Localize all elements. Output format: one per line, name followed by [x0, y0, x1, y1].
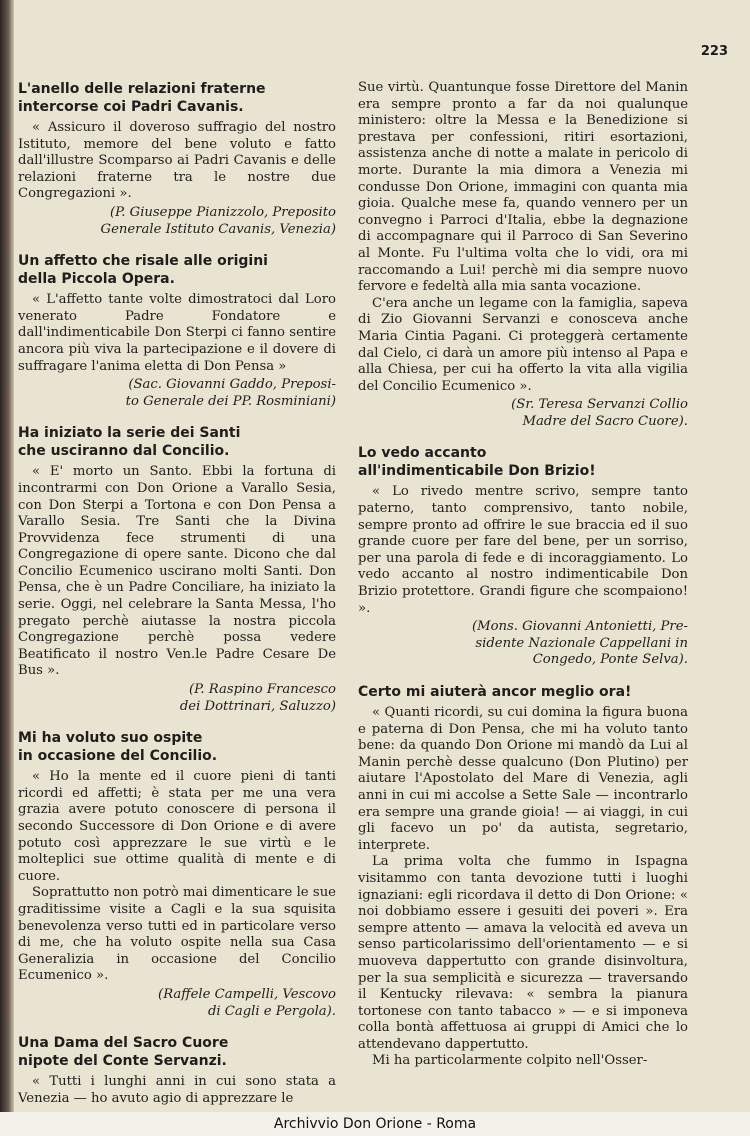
signature-line: to Generale dei PP. Rosminiani) [125, 393, 336, 409]
heading-line: della Piccola Opera. [18, 271, 175, 288]
heading-line: Ha iniziato la serie dei Santi [18, 425, 241, 442]
section-heading [358, 683, 688, 701]
heading-line: in occasione del Concilio. [18, 748, 218, 765]
article-section [358, 444, 688, 669]
heading-line: nipote del Conte Servanzi. [18, 1053, 227, 1070]
book-binding-shadow [0, 0, 14, 1136]
section-heading [18, 252, 336, 288]
heading-line: Certo mi aiuterà ancor meglio ora! [358, 684, 632, 700]
signature-line: di Cagli e Pergola). [207, 1003, 336, 1019]
article-section [18, 729, 336, 1020]
body-paragraph: C'era anche un legame con la famiglia, sapeva di Zio Giovanni Servanzi e conosceva anche Maria Cintia Pagani. Ci proteggerà certamente dal Cielo, ci darà un amore più intenso al Papa e alla Chiesa, per cui ha offerto la vita alla vigilia del Concilio Ecumenico ». [358, 295, 688, 394]
signature-line: Madre del Sacro Cuore). [522, 413, 688, 429]
heading-line: che usciranno dal Concilio. [18, 443, 230, 460]
body-paragraph: « E' morto un Santo. Ebbi la fortuna di incontrarmi con Don Orione a Varallo Sesia, con Don Sterpi a Tortona e con Don Pensa a Varallo Sesia. Tre Santi che la Divina Provvidenza fece strumenti di una Congregazione di opere sante. Dicono che dal Concilio Ecumenico uscirano molti Santi. Don Pensa, che è un Padre Conciliare, ha iniziato la serie. Oggi, nel celebrare la Santa Messa, l'ho pregato perchè aiutasse la nostra piccola Congregazione perchè possa vedere Beatificato il nostro Ven.le Padre Cesare De Bus ». [18, 464, 336, 679]
body-paragraph: « Assicuro il doveroso suffragio del nostro Istituto, memore del bene voluto e fatto dall'illustre Scomparso ai Padri Cavanis e delle relazioni fraterne tra le nostre due Congregazioni ». [18, 120, 336, 202]
body-paragraph: Soprattutto non potrò mai dimenticare le sue graditissime visite a Cagli e la sua squisita benevolenza verso tutti ed in particolare verso di me, che ha voluto ospite nella sua Casa Generalizia in occasione del Concilio Ecumenico ». [18, 885, 336, 984]
signature-line: (Mons. Giovanni Antonietti, Pre- [471, 619, 688, 635]
article-section [18, 252, 336, 410]
signature-line: (P. Giuseppe Pianizzolo, Preposito [109, 204, 336, 220]
article-section [18, 80, 336, 238]
signature [358, 619, 688, 669]
heading-line: Mi ha voluto suo ospite [18, 730, 203, 747]
body-paragraph: « Lo rivedo mentre scrivo, sempre tanto paterno, tanto comprensivo, tanto nobile, sempre pronto ad offrire le sue braccia ed il suo grande cuore per fare del bene, per un sorriso, per una parola di fede e di incoraggiamento. Lo vedo accanto al nostro indimenticabile Don Brizio protettore. Grandi figure che scompaiono! ». [358, 484, 688, 616]
signature-line: Generale Istituto Cavanis, Venezia) [100, 221, 336, 237]
body-paragraph: Sue virtù. Quantunque fosse Direttore del Manin era sempre pronto a far da noi qualunque ministero: oltre la Messa e la Benedizione si prestava per confessioni, ritiri esortazioni, assistenza anche di notte a malate in pericolo di morte. Durante la mia dimora a Venezia mi condusse Don Orione, immagini con quanta mia gioia. Qualche mese fa, quando vennero per un convegno i Parroci d'Italia, ebbe la degnazione di accompagnare qui il Parroco di San Severino al Monte. Fu l'ultima volta che lo vidi, ora mi raccomando a Lui! perchè mi dia sempre nuovo fervore e fedeltà alla mia santa vocazione. [358, 80, 688, 295]
section-heading [18, 1034, 336, 1070]
article-section [18, 1034, 336, 1107]
heading-line: L'anello delle relazioni fraterne [18, 81, 266, 97]
signature-line: (P. Raspino Francesco [189, 682, 336, 698]
signature-line: (Sac. Giovanni Gaddo, Preposi- [128, 377, 336, 393]
signature [18, 987, 336, 1020]
section-heading [358, 444, 688, 480]
section-heading [18, 729, 336, 765]
right-column [358, 80, 688, 1084]
heading-line: all'indimenticabile Don Brizio! [358, 463, 596, 480]
archive-footer: Archivvio Don Orione - Roma [0, 1112, 750, 1136]
signature [358, 397, 688, 430]
signature [18, 205, 336, 238]
signature-line: sidente Nazionale Cappellani in [475, 635, 688, 651]
heading-line: Un affetto che risale alle origini [18, 253, 268, 270]
section-heading [18, 424, 336, 460]
heading-line: intercorse coi Padri Cavanis. [18, 99, 244, 115]
body-paragraph: Mi ha particolarmente colpito nell'Osser- [372, 1053, 648, 1069]
heading-line: Una Dama del Sacro Cuore [18, 1035, 229, 1052]
section-heading [18, 80, 336, 116]
article-section [18, 424, 336, 715]
left-column [18, 80, 336, 1121]
article-section [358, 683, 688, 1070]
body-paragraph: « Quanti ricordi, su cui domina la figura buona e paterna di Don Pensa, che mi ha voluto tanto bene: da quando Don Orione mi mandò da Lui al Manin perchè desse qualcuno (Don Plutino) per aiutare l'Apostolato del Mare di Venezia, agli anni in cui mi accolse a Sette Sale — incontrarlo era sempre una grande gioia! — ai viaggi, in cui gli facevo un po' da autista, segretario, interprete. [358, 705, 688, 853]
signature-line: (Sr. Teresa Servanzi Collio [511, 397, 688, 413]
body-paragraph: « Ho la mente ed il cuore pieni di tanti ricordi ed affetti; è stata per me una vera grazia avere potuto conoscere di persona il secondo Successore di Don Orione e di avere potuto così apprezzare le sue virtù e le molteplici sue ottime qualità di mente e di cuore. [18, 769, 336, 884]
article-section [358, 80, 688, 430]
signature [18, 377, 336, 410]
page-number: 223 [700, 44, 728, 59]
body-paragraph: « Tutti i lunghi anni in cui sono stata a Venezia — ho avuto agio di apprezzare le [18, 1074, 336, 1106]
signature-line: (Raffele Campelli, Vescovo [158, 986, 336, 1002]
body-paragraph: « L'affetto tante volte dimostratoci dal Loro venerato Padre Fondatore e dall'indimenticabile Don Sterpi ci fanno sentire ancora più viva la partecipazione e il dovere di suffragare l'anima eletta di Don Pensa » [18, 292, 336, 374]
signature [18, 682, 336, 715]
heading-line: Lo vedo accanto [358, 445, 487, 462]
signature-line: dei Dottrinari, Saluzzo) [179, 698, 336, 714]
signature-line: Congedo, Ponte Selva). [532, 652, 688, 668]
body-paragraph: La prima volta che fummo in Ispagna visitammo con tanta devozione tutti i luoghi ignaziani: egli ricordava il detto di Don Orione: « noi dobbiamo essere i gesuiti dei poveri ». Era sempre attento — amava la velocità ed aveva un senso particolarissimo dell'orientamento — e si muoveva dappertutto con grande disinvoltura, per la sua semplicità e sicurezza — traversando il Kentucky rilevava: « sembra la pianura tortonese con tanto tabacco » — e si imponeva colla bontà affettuosa ai gruppi di Amici che lo attendevano dappertutto. [358, 854, 688, 1052]
